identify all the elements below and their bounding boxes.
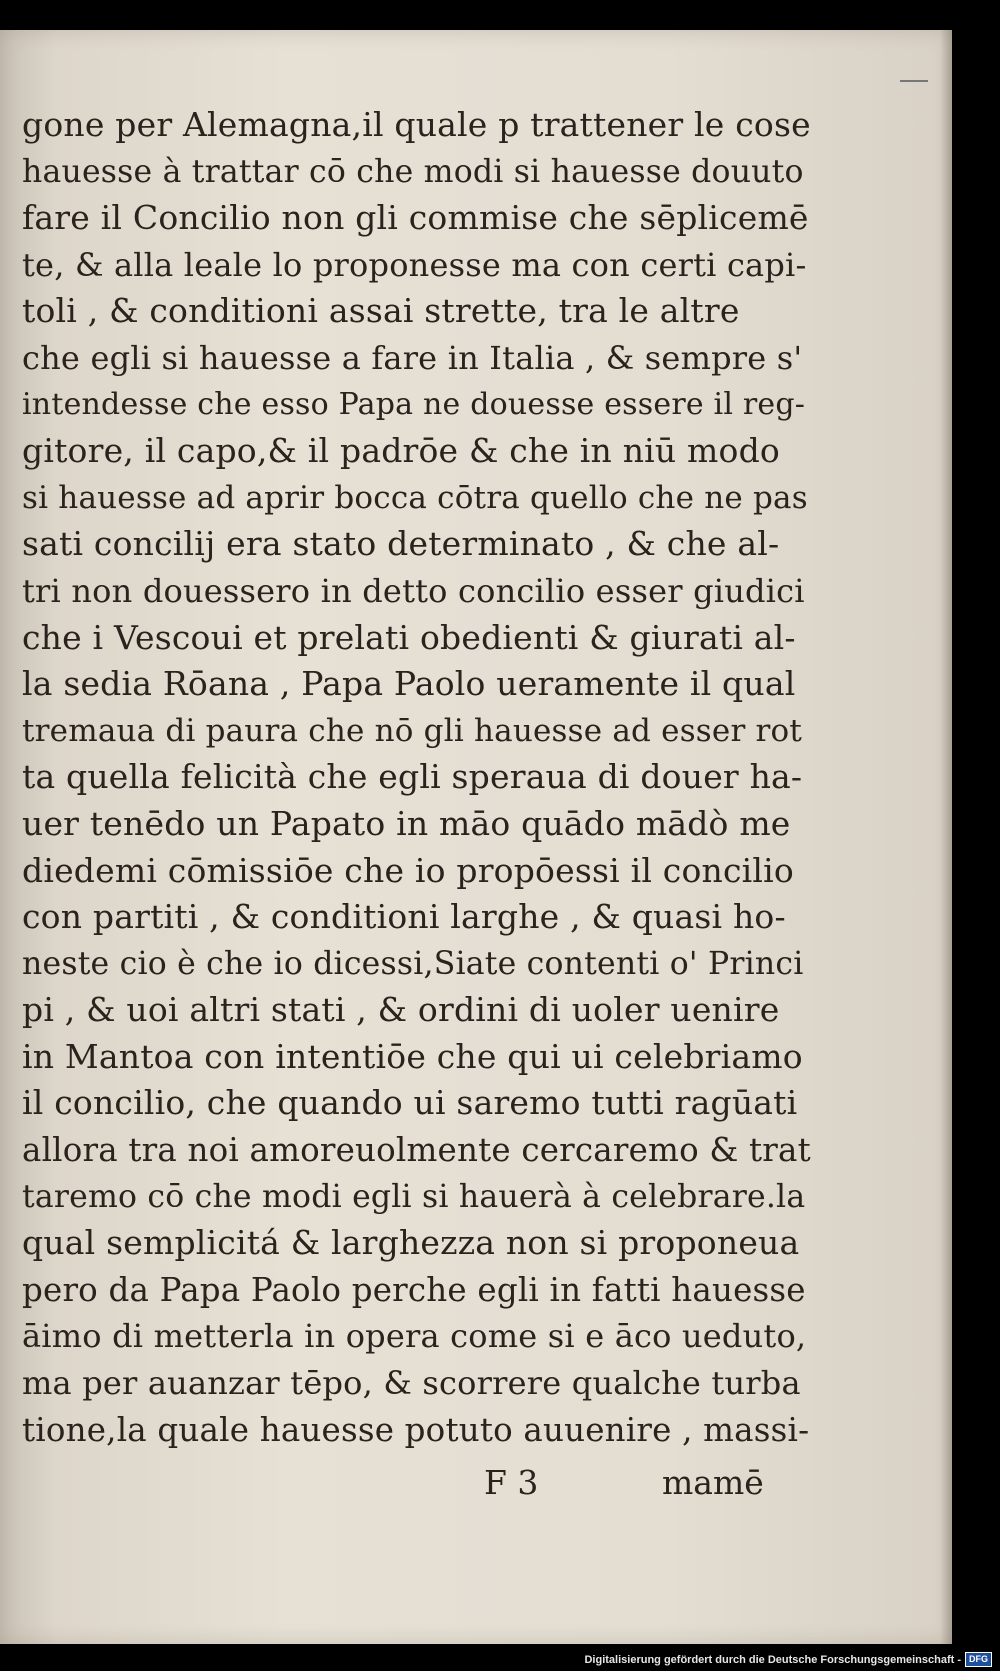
edge-mark xyxy=(900,80,928,82)
text-line-10: sati concilij era stato determinato , & che al- xyxy=(22,524,780,564)
text-line-3: fare il Concilio non gli commise che sēplicemē xyxy=(22,198,809,238)
text-line-25: qual semplicitá & larghezza non si proponeua xyxy=(22,1223,800,1263)
text-line-19: neste cio è che io dicessi,Siate contenti o' Princi xyxy=(22,945,804,982)
text-line-16: uer tenēdo un Papato in māo quādo mādò me xyxy=(22,803,791,843)
page-fore-edge xyxy=(940,30,952,1644)
text-line-17: diedemi cōmissiōe che io propōessi il concilio xyxy=(22,850,794,890)
text-line-26: pero da Papa Paolo perche egli in fatti hauesse xyxy=(22,1270,806,1309)
text-line-23: allora tra noi amoreuolmente cercaremo & trat xyxy=(22,1131,811,1170)
dfg-logo: DFG xyxy=(965,1652,992,1667)
signature-mark: F 3 xyxy=(484,1463,539,1502)
page-footer xyxy=(22,1463,812,1509)
text-line-13: la sedia Rōana , Papa Paolo ueramente il qual xyxy=(22,664,796,704)
text-line-18: con partiti , & conditioni larghe , & quasi ho- xyxy=(22,897,786,937)
text-line-1: gone per Alemagna,il quale p trattener le cose xyxy=(22,105,811,144)
text-line-27: āimo di metterla in opera come si e āco ueduto, xyxy=(22,1317,807,1356)
text-line-28: ma per auanzar tēpo, & scorrere qualche turba xyxy=(22,1364,801,1403)
text-line-15: ta quella felicità che egli speraua di douer ha- xyxy=(22,757,803,797)
text-line-7: intendesse che esso Papa ne douesse essere il reg- xyxy=(22,386,806,422)
text-line-4: te, & alla leale lo proponesse ma con certi capi- xyxy=(22,245,807,284)
text-line-9: si hauesse ad aprir bocca cōtra quello che ne pas xyxy=(22,479,808,516)
text-block xyxy=(22,102,812,1453)
digitization-credit xyxy=(584,1652,992,1667)
book-page xyxy=(0,30,952,1644)
catchword: mamē xyxy=(662,1463,764,1502)
text-line-6: che egli si hauesse a fare in Italia , & sempre s' xyxy=(22,338,803,377)
text-line-8: gitore, il capo,& il padrōe & che in niū modo xyxy=(22,431,780,471)
text-line-20: pi , & uoi altri stati , & ordini di uoler uenire xyxy=(22,990,780,1030)
text-line-11: tri non douessero in detto concilio esser giudici xyxy=(22,571,805,610)
text-line-5: toli , & conditioni assai strette, tra le altre xyxy=(22,291,740,331)
text-line-24: taremo cō che modi egli si hauerà à celebrare.la xyxy=(22,1178,806,1215)
text-line-21: in Mantoa con intentiōe che qui ui celebriamo xyxy=(22,1036,803,1076)
text-line-2: hauesse à trattar cō che modi si hauesse douuto xyxy=(22,153,804,190)
text-line-22: il concilio, che quando ui saremo tutti ragūati xyxy=(22,1083,798,1123)
text-line-12: che i Vescoui et prelati obedienti & giurati al- xyxy=(22,617,796,657)
text-line-14: tremaua di paura che nō gli hauesse ad esser rot xyxy=(22,712,803,749)
credit-text: Digitalisierung gefördert durch die Deutsche Forschungsgemeinschaft - xyxy=(584,1653,961,1666)
text-line-29: tione,la quale hauesse potuto auuenire , massi- xyxy=(22,1410,810,1449)
